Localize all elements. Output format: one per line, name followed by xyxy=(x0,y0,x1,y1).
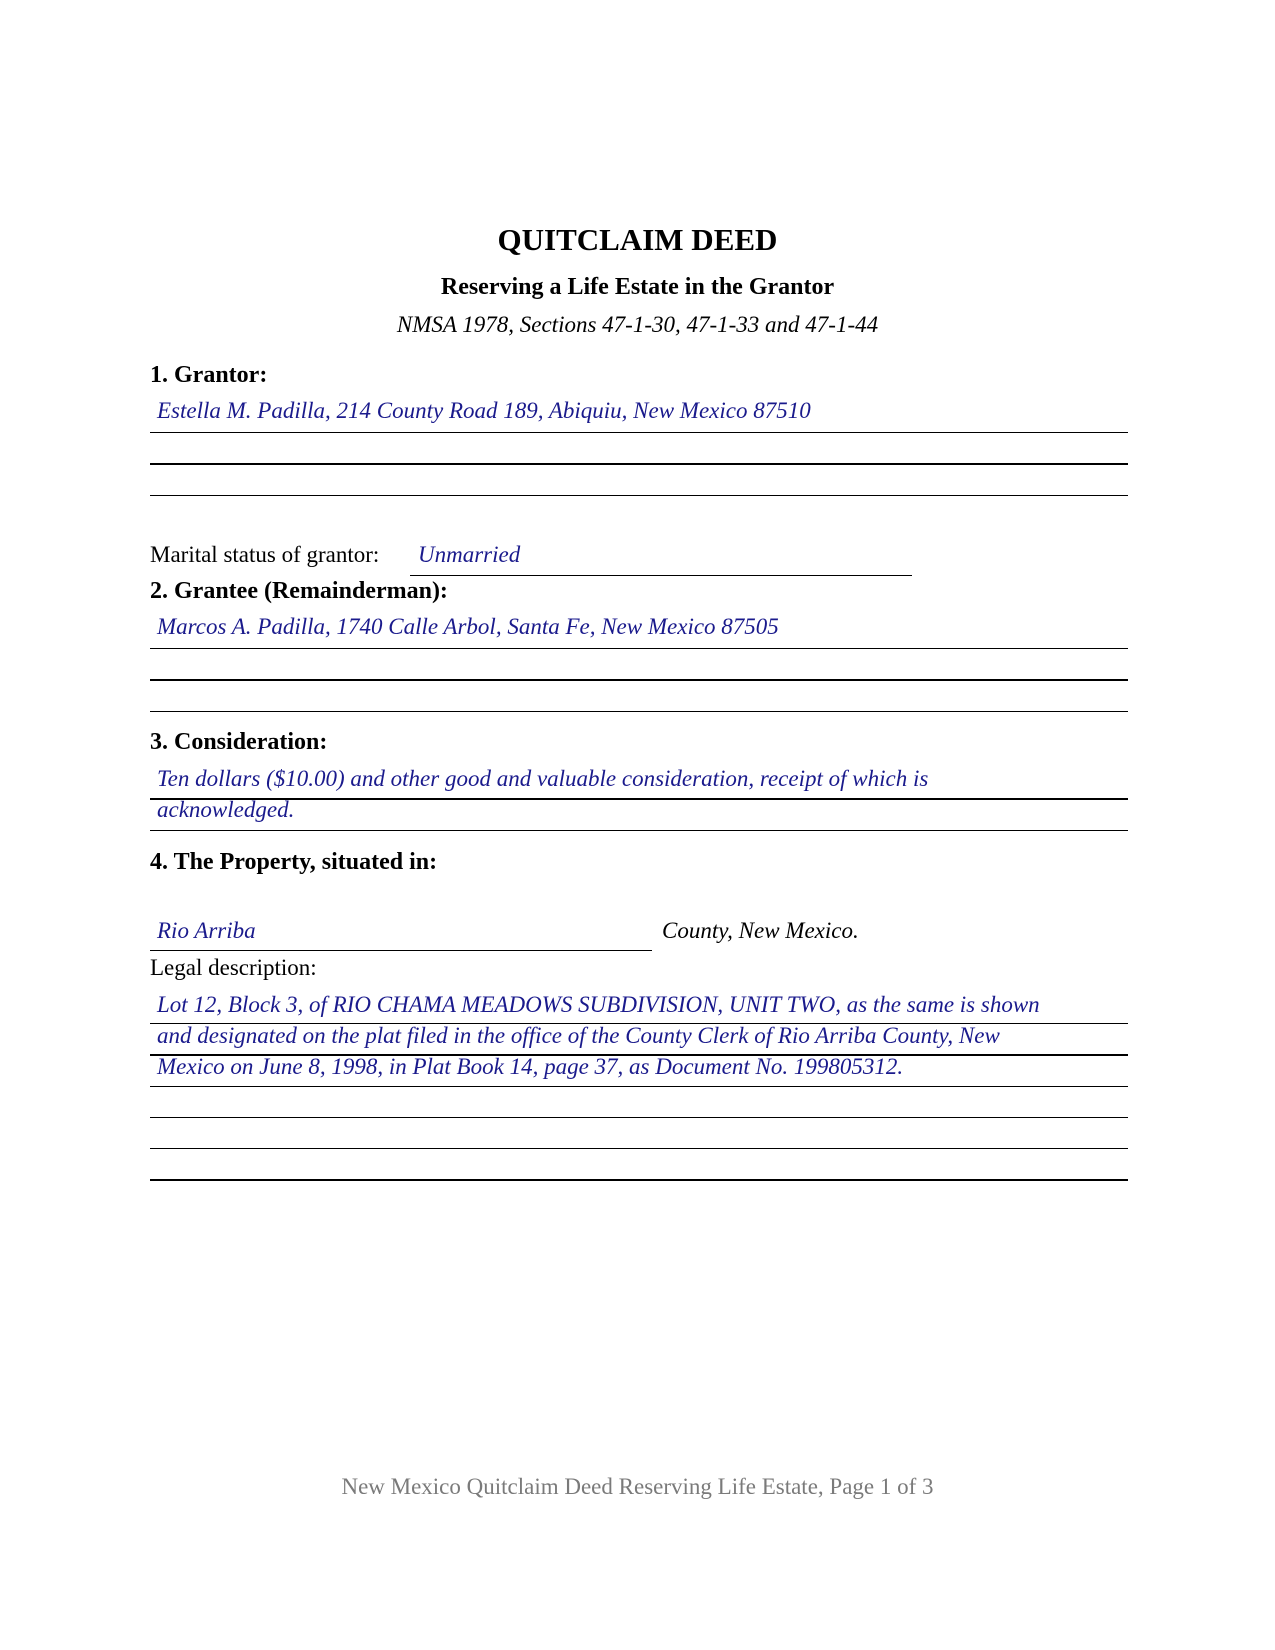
legal-line-5 xyxy=(150,1148,1128,1149)
legal-line-6 xyxy=(150,1179,1128,1181)
consideration-line-2 xyxy=(150,830,1128,831)
page-footer: New Mexico Quitclaim Deed Reserving Life Estate, Page 1 of 3 xyxy=(341,1474,934,1499)
legal-description-text-1[interactable]: Lot 12, Block 3, of RIO CHAMA MEADOWS SUBDIVISION, UNIT TWO, as the same is shown xyxy=(157,992,1040,1017)
document-subtitle: Reserving a Life Estate in the Grantor xyxy=(440,274,835,300)
legal-description-text-2[interactable]: and designated on the plat filed in the office of the County Clerk of Rio Arriba County, New xyxy=(157,1023,1000,1048)
county-line xyxy=(150,950,652,951)
consideration-line-text-2[interactable]: acknowledged. xyxy=(157,797,295,822)
consideration-heading: 3. Consideration: xyxy=(150,729,328,755)
consideration-line-1 xyxy=(150,798,1128,800)
grantee-line-2 xyxy=(150,679,1128,681)
legal-description-label: Legal description: xyxy=(150,955,317,980)
marital-status-field[interactable]: Unmarried xyxy=(418,542,521,567)
grantor-line-3 xyxy=(150,495,1128,496)
grantee-field[interactable]: Marcos A. Padilla, 1740 Calle Arbol, Santa Fe, New Mexico 87505 xyxy=(157,614,779,639)
county-field[interactable]: Rio Arriba xyxy=(157,918,256,943)
grantee-line-1 xyxy=(150,648,1128,649)
county-suffix: County, New Mexico. xyxy=(662,918,859,943)
legal-description-text-3[interactable]: Mexico on June 8, 1998, in Plat Book 14, page 37, as Document No. 199805312. xyxy=(157,1054,904,1079)
consideration-line-text-1[interactable]: Ten dollars ($10.00) and other good and valuable consideration, receipt of which is xyxy=(157,766,929,791)
grantee-heading: 2. Grantee (Remainderman): xyxy=(150,578,448,604)
grantee-line-3 xyxy=(150,711,1128,712)
marital-status-line xyxy=(410,575,912,576)
document-title: QUITCLAIM DEED xyxy=(497,222,778,257)
grantor-line-2 xyxy=(150,463,1128,465)
legal-line-3 xyxy=(150,1086,1128,1087)
marital-status-label: Marital status of grantor: xyxy=(150,542,380,567)
grantor-field[interactable]: Estella M. Padilla, 214 County Road 189, Abiquiu, New Mexico 87510 xyxy=(157,398,811,423)
property-heading: 4. The Property, situated in: xyxy=(150,849,438,875)
legal-line-4 xyxy=(150,1117,1128,1118)
statute-reference: NMSA 1978, Sections 47-1-30, 47-1-33 and 47-1-44 xyxy=(396,312,879,337)
grantor-heading: 1. Grantor: xyxy=(150,362,268,388)
grantor-line-1 xyxy=(150,432,1128,433)
